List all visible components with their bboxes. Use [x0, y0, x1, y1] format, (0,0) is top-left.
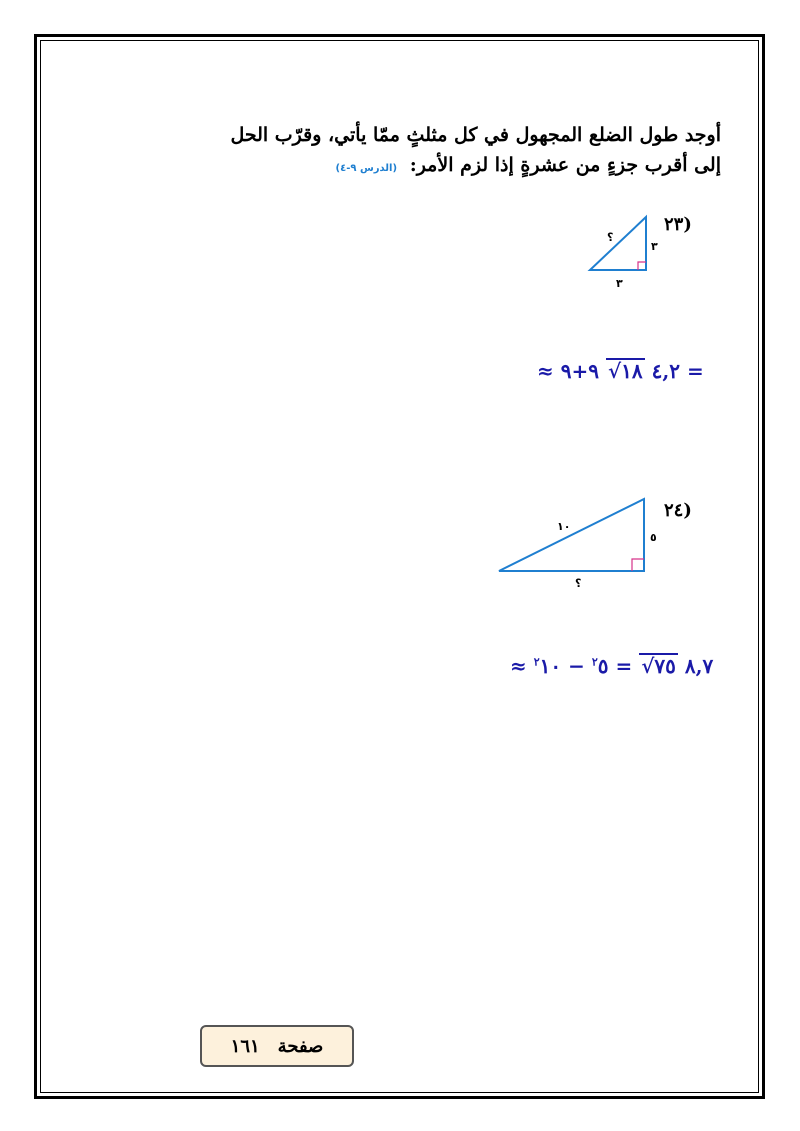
solution-24-term1: [534, 654, 561, 678]
vertical-label-24: ٥: [650, 531, 657, 544]
triangle-24-shape: [499, 499, 644, 571]
triangle-23: [580, 205, 670, 290]
page-word: صفحة: [277, 1035, 324, 1057]
solution-23-result: ≈ ٤,٢: [537, 359, 681, 383]
right-angle-marker: [632, 559, 644, 571]
hypotenuse-label-23: ؟: [607, 231, 614, 244]
solution-23-lhs: ٩+٩ =: [560, 359, 704, 383]
hypotenuse-label-24: ١٠: [557, 520, 571, 533]
instruction-line-2: [161, 150, 721, 184]
solution-24-radical: √٧٥: [641, 654, 676, 678]
solution-24-sq1: ٢: [533, 655, 540, 669]
solution-24-base2: ٥: [597, 654, 609, 678]
solution-23-radicand: ١٨: [621, 359, 643, 383]
solution-24-result: ≈ ٨,٧: [510, 654, 714, 678]
solution-24-eq: =: [615, 654, 633, 678]
solution-24-minus: −: [568, 654, 585, 678]
problem-number-23: (٢٣: [664, 214, 692, 235]
lesson-reference: (الدرس ٩-٤): [335, 163, 398, 174]
instruction-line-1: أوجد طول الضلع المجهول في كل مثلثٍ ممّا يأتي، وقرّب الحل: [230, 124, 721, 146]
horizontal-label-23: ٣: [616, 277, 623, 290]
solution-24-base1: ١٠: [539, 654, 562, 678]
triangle-24: [495, 492, 665, 592]
solution-23: [537, 358, 704, 383]
solution-24-term2: [592, 654, 609, 678]
solution-24-radicand: ٧٥: [654, 654, 676, 678]
instructions: [161, 120, 721, 184]
solution-23-radical: √١٨: [607, 359, 643, 383]
right-angle-marker: [638, 262, 646, 270]
problem-number-24: (٢٤: [664, 500, 692, 521]
page-number-box: [200, 1025, 354, 1067]
instruction-line-2-text: إلى أقرب جزءٍ من عشرةٍ إذا لزم الأمر:: [409, 154, 721, 176]
page-number: ١٦١: [230, 1035, 260, 1057]
solution-24-sq2: ٢: [591, 655, 598, 669]
solution-24: [510, 653, 713, 678]
vertical-label-23: ٣: [651, 240, 658, 253]
horizontal-label-24: ؟: [575, 577, 582, 590]
